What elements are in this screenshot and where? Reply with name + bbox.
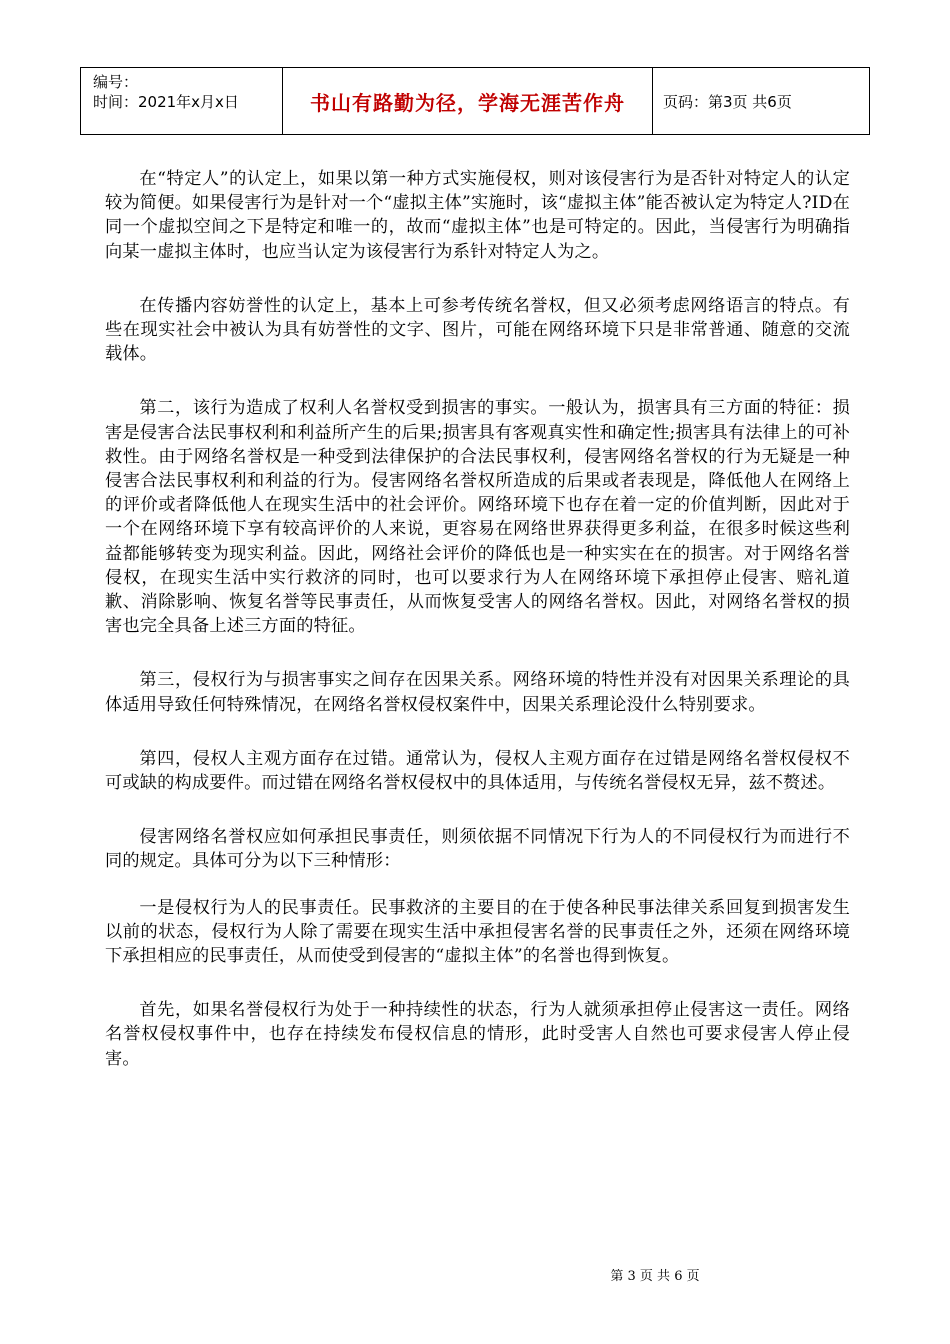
header-meta-cell	[81, 68, 283, 134]
document-number-label: 编号：	[93, 73, 139, 91]
document-body	[105, 167, 850, 1101]
header-motto: 书山有路勤为径，学海无涯苦作舟	[310, 90, 625, 115]
paragraph: 首先，如果名誉侵权行为处于一种持续性的状态，行为人就须承担停止侵害这一责任。网络名誉权侵权事件中，也存在持续发布侵权信息的情形，此时受害人自然也可要求侵害人停止侵害。	[105, 1000, 850, 1069]
paragraph: 在“特定人”的认定上，如果以第一种方式实施侵权，则对该侵害行为是否针对特定人的认定较为简便。如果侵害行为是针对一个“虚拟主体”实施时，该“虚拟主体”能否被认定为特定人?ID在同一个虚拟空间之下是特定和唯一的，故而“虚拟主体”也是可特定的。因此，当侵害行为明确指向某一虚拟主体时，也应当认定为该侵害行为系针对特定人为之。	[105, 169, 850, 262]
header-page-cell	[653, 68, 869, 134]
page-footer: 第 3 页 共 6 页	[610, 1269, 700, 1284]
paragraph: 侵害网络名誉权应如何承担民事责任，则须依据不同情况下行为人的不同侵权行为而进行不同的规定。具体可分为以下三种情形：	[105, 827, 850, 872]
header-table	[80, 67, 870, 135]
paragraph: 一是侵权行为人的民事责任。民事救济的主要目的在于使各种民事法律关系回复到损害发生以前的状态，侵权行为人除了需要在现实生活中承担侵害名誉的民事责任之外，还须在网络环境下承担相应的民事责任，从而使受到侵害的“虚拟主体”的名誉也得到恢复。	[105, 897, 850, 967]
paragraph: 第二，该行为造成了权利人名誉权受到损害的事实。一般认为，损害具有三方面的特征：损害是侵害合法民事权利和利益所产生的后果;损害具有客观真实性和确定性;损害具有法律上的可补救性。由于网络名誉权是一种受到法律保护的合法民事权利，侵害网络名誉权的行为无疑是一种侵害合法民事权利和利益的行为。侵害网络名誉权所造成的后果或者表现是，降低他人在网络上的评价或者降低他人在现实生活中的社会评价。网络环境下也存在着一定的价值判断，因此对于一个在网络环境下享有较高评价的人来说，更容易在网络世界获得更多利益，在很多时候这些利益都能够转变为现实利益。因此，网络社会评价的降低也是一种实实在在的损害。对于网络名誉侵权，在现实生活中实行救济的同时，也可以要求行为人在网络环境下承担停止侵害、赔礼道歉、消除影响、恢复名誉等民事责任，从而恢复受害人的网络名誉权。因此，对网络名誉权的损害也完全具备上述三方面的特征。	[105, 398, 850, 637]
document-time-label: 时间：2021年x月x日	[93, 93, 239, 111]
header-page-label: 页码：第3页 共6页	[663, 92, 792, 111]
paragraph: 第三，侵权行为与损害事实之间存在因果关系。网络环境的特性并没有对因果关系理论的具体适用导致任何特殊情况，在网络名誉权侵权案件中，因果关系理论没什么特别要求。	[105, 670, 850, 715]
header-motto-cell	[283, 68, 653, 134]
paragraph: 第四，侵权人主观方面存在过错。通常认为，侵权人主观方面存在过错是网络名誉权侵权不可或缺的构成要件。而过错在网络名誉权侵权中的具体适用，与传统名誉侵权无异，兹不赘述。	[105, 748, 850, 794]
paragraph: 在传播内容妨誉性的认定上，基本上可参考传统名誉权，但又必须考虑网络语言的特点。有些在现实社会中被认为具有妨誉性的文字、图片，可能在网络环境下只是非常普通、随意的交流载体。	[105, 295, 850, 365]
